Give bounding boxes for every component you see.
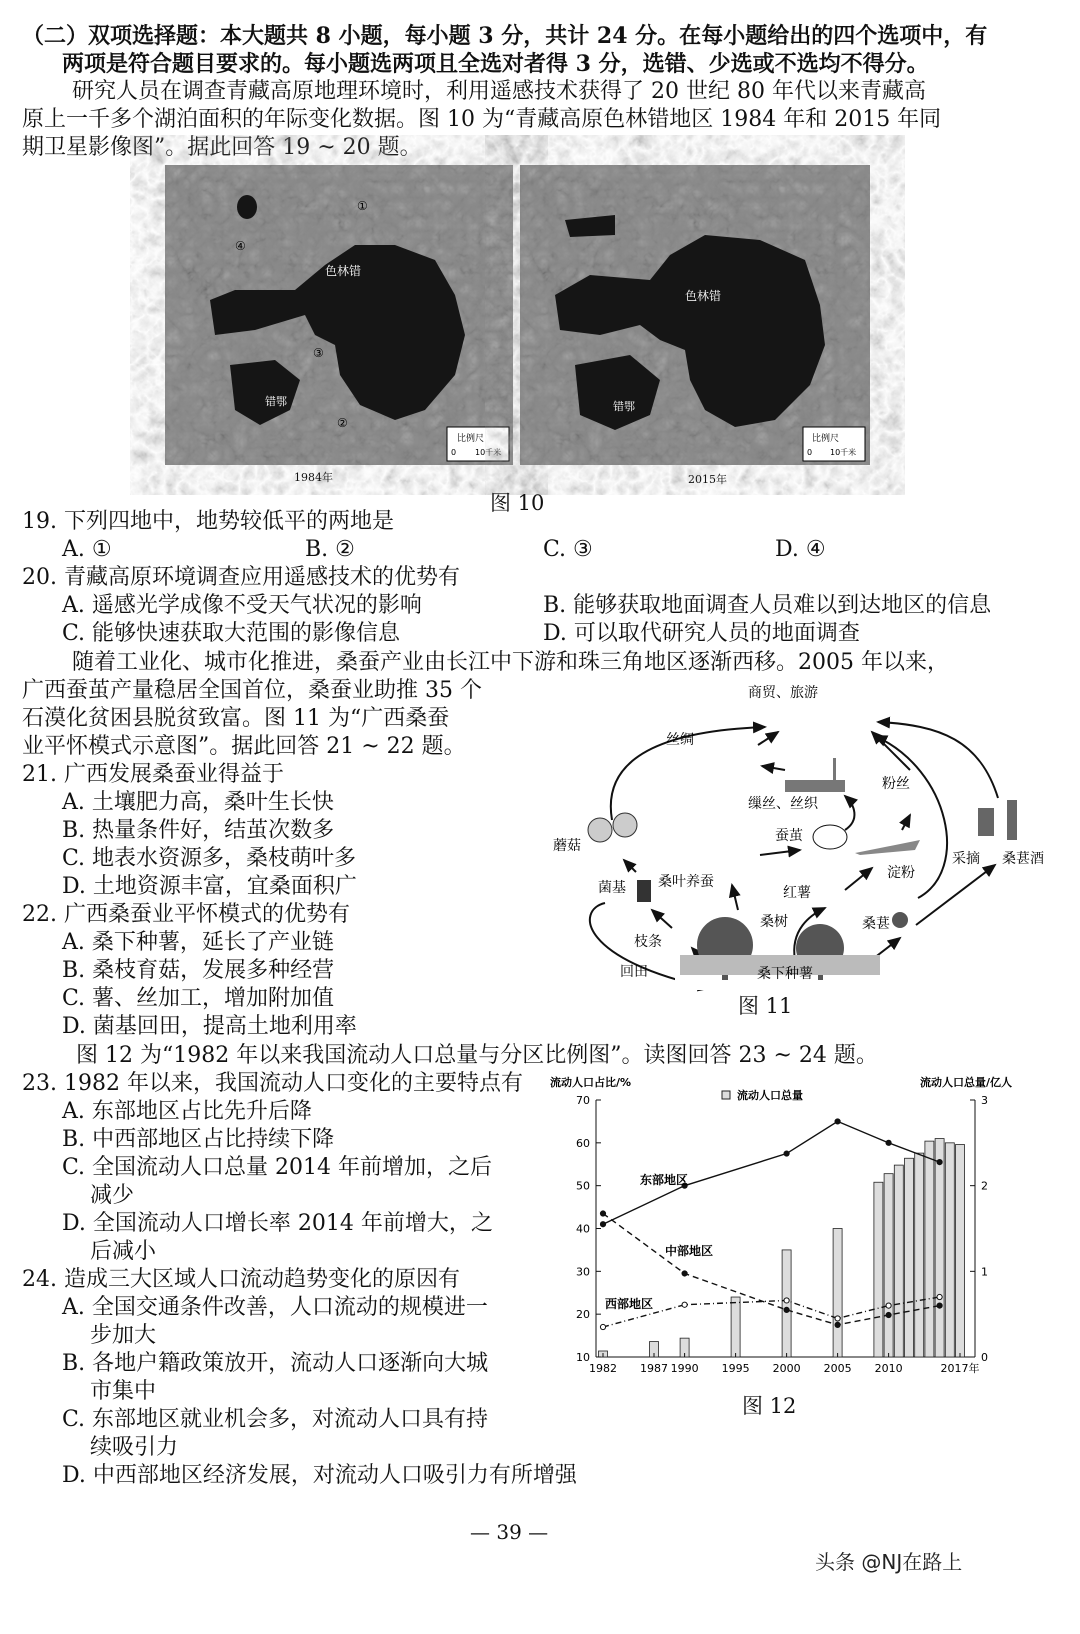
y-axis-label-right: 流动人口总量/亿人 [919, 1076, 1012, 1089]
satellite-image-2015 [520, 165, 870, 465]
bar [935, 1139, 944, 1357]
page-number: — 39 — [470, 1520, 549, 1544]
year-label-1984: 1984年 [294, 471, 333, 484]
option: D. 全国流动人口增长率 2014 年前增大，之 [62, 1211, 493, 1236]
label-return: 回田 [620, 964, 648, 980]
svg-text:0: 0 [807, 448, 813, 457]
y-tick-label-left: 60 [576, 1136, 590, 1150]
x-tick-label: 1982 [589, 1362, 617, 1375]
starch-icon [855, 840, 920, 855]
series-label: 东部地区 [640, 1173, 689, 1187]
y-tick-label-left: 10 [576, 1351, 590, 1364]
legend-label: 流动人口总量 [737, 1089, 803, 1102]
x-tick-label: 2005 [823, 1362, 852, 1375]
option-cont: 减少 [90, 1183, 135, 1208]
svg-text:10千米: 10千米 [830, 448, 857, 457]
y-tick-label-right: 0 [981, 1351, 988, 1364]
question-stem: 24. 造成三大区域人口流动趋势变化的原因有 [22, 1267, 460, 1292]
option: C. ③ [543, 537, 593, 562]
svg-text:色林错: 色林错 [685, 289, 722, 303]
option: B. 能够获取地面调查人员难以到达地区的信息 [543, 593, 992, 618]
option: A. 遥感光学成像不受天气状况的影响 [62, 593, 422, 618]
option: B. 桑枝育菇，发展多种经营 [62, 958, 335, 983]
svg-text:比例尺: 比例尺 [812, 434, 840, 444]
y-tick-label-right: 3 [981, 1094, 988, 1107]
data-point [784, 1307, 789, 1312]
satellite-image-1984 [165, 165, 513, 465]
intro-text: 广西蚕茧产量稳居全国首位，桑蚕业助推 35 个 [22, 678, 482, 703]
svg-text:0: 0 [451, 448, 457, 457]
question-stem: 21. 广西发展桑蚕业得益于 [22, 762, 284, 787]
data-point [784, 1298, 789, 1303]
data-point [600, 1324, 605, 1329]
y-tick-label-left: 30 [576, 1265, 590, 1279]
satellite-figure [165, 165, 870, 485]
legend-swatch [722, 1091, 730, 1099]
option-cont: 后减小 [90, 1239, 157, 1264]
data-point [600, 1211, 605, 1216]
bar [905, 1158, 914, 1357]
option: A. ① [62, 537, 112, 562]
data-point [937, 1294, 942, 1299]
x-tick-label: 1987 [640, 1362, 668, 1375]
question-stem: 23. 1982 年以来，我国流动人口变化的主要特点有 [22, 1071, 523, 1096]
question-stem: 20. 青藏高原环境调查应用遥感技术的优势有 [22, 565, 460, 590]
label-cocoon: 蚕茧 [775, 828, 803, 844]
label-starch: 淀粉 [887, 865, 915, 881]
sericulture-diagram [500, 670, 1044, 990]
data-point [835, 1322, 840, 1327]
substrate-icon [637, 880, 651, 902]
x-tick-label: 1990 [670, 1362, 699, 1375]
option: A. 桑下种薯，延长了产业链 [62, 930, 334, 955]
year-label-2015: 2015年 [688, 473, 727, 486]
label-mulberry: 桑葚 [862, 916, 890, 932]
x-tick-label: 2000 [772, 1362, 801, 1375]
can-icon [978, 808, 994, 836]
mulberry-fruit-icon [892, 912, 908, 928]
option: D. 中西部地区经济发展，对流动人口吸引力有所增强 [62, 1463, 577, 1488]
intro-text: 随着工业化、城市化推进，桑蚕产业由长江中下游和珠三角地区逐渐西移。2005 年以来， [72, 650, 949, 675]
option: B. 热量条件好，结茧次数多 [62, 818, 335, 843]
option: C. 东部地区就业机会多，对流动人口具有持 [62, 1407, 489, 1432]
label-wine: 桑葚酒 [1002, 851, 1044, 867]
y-tick-label-right: 2 [981, 1179, 988, 1193]
option: A. 土壤肥力高，桑叶生长快 [62, 790, 334, 815]
data-point [937, 1160, 942, 1165]
figure-caption: 图 11 [738, 994, 793, 1018]
option: D. 土地资源丰富，宜桑面积广 [62, 874, 357, 899]
label-trade: 商贸、旅游 [748, 685, 818, 701]
data-point [784, 1151, 789, 1156]
svg-text:①: ① [357, 199, 368, 213]
option: C. 地表水资源多，桑枝萌叶多 [62, 846, 357, 871]
intro-text: 原上一千多个湖泊面积的年际变化数据。图 10 为“青藏高原色林错地区 1984 年和 2015 年同 [22, 107, 942, 132]
section-heading: （二）双项选择题：本大题共 8 小题，每小题 3 分，共计 24 分。在每小题给出的四个选项中，有 [22, 23, 988, 49]
bar [945, 1143, 954, 1357]
mushroom-icon [588, 818, 612, 842]
label-tree: 桑树 [760, 914, 788, 930]
label-intercrop: 桑下种薯 [757, 966, 813, 982]
option-cont: 市集中 [90, 1379, 157, 1404]
label-branch: 枝条 [634, 934, 662, 950]
bar [915, 1153, 924, 1357]
data-point [835, 1316, 840, 1321]
bottle-icon [1007, 800, 1017, 840]
label-reeling: 缫丝、丝织 [748, 796, 818, 812]
option-cont: 步加大 [90, 1323, 157, 1348]
label-feeding: 桑叶养蚕 [658, 874, 714, 890]
data-point [886, 1312, 891, 1317]
x-tick-label: 2017年 [940, 1362, 980, 1375]
intro-text: 图 12 为“1982 年以来我国流动人口总量与分区比例图”。读图回答 23 ~ 24 题。 [76, 1043, 878, 1068]
option: D. 菌基回田，提高土地利用率 [62, 1014, 357, 1039]
y-axis-label-left: 流动人口占比/% [550, 1076, 632, 1089]
label-mushroom: 蘑菇 [553, 838, 581, 854]
data-point [682, 1271, 687, 1276]
bar [731, 1297, 740, 1357]
data-point [682, 1302, 687, 1307]
option: D. 可以取代研究人员的地面调查 [543, 621, 860, 646]
option: C. 全国流动人口总量 2014 年前增加，之后 [62, 1155, 493, 1180]
source-watermark: 头条 @NJ在路上 [815, 1550, 963, 1574]
option: B. ② [305, 537, 355, 562]
figure-caption: 图 10 [490, 491, 545, 515]
option-cont: 续吸引力 [90, 1435, 179, 1460]
label-noodle: 粉丝 [882, 776, 910, 792]
y-tick-label-right: 1 [981, 1265, 988, 1279]
y-tick-label-left: 50 [576, 1179, 590, 1193]
option: A. 全国交通条件改善，人口流动的规模进一 [62, 1295, 488, 1320]
cocoon-icon [813, 825, 847, 849]
svg-text:比例尺: 比例尺 [457, 434, 485, 444]
series-label: 中部地区 [665, 1244, 714, 1258]
svg-text:错鄂: 错鄂 [265, 395, 287, 408]
svg-text:色林错: 色林错 [325, 264, 362, 278]
svg-text:错鄂: 错鄂 [613, 400, 635, 413]
bar [956, 1145, 965, 1357]
intro-text: 石漠化贫困县脱贫致富。图 11 为“广西桑蚕 [22, 706, 450, 731]
bar [894, 1165, 903, 1357]
label-picking: 采摘 [952, 851, 980, 867]
label-substrate: 菌基 [598, 880, 626, 896]
option: D. ④ [775, 537, 826, 562]
option: C. 薯、丝加工，增加附加值 [62, 986, 335, 1011]
bar [874, 1182, 883, 1357]
option: C. 能够快速获取大范围的影像信息 [62, 621, 401, 646]
bar [925, 1141, 934, 1357]
svg-text:10千米: 10千米 [475, 448, 502, 457]
svg-text:③: ③ [313, 346, 324, 360]
factory-icon [785, 780, 845, 792]
intro-text: 期卫星影像图”。据此回答 19 ~ 20 题。 [22, 135, 422, 160]
data-point [886, 1303, 891, 1308]
data-point [600, 1222, 605, 1227]
option: B. 各地户籍政策放开，流动人口逐渐向大城 [62, 1351, 489, 1376]
y-tick-label-left: 70 [576, 1094, 590, 1107]
intro-text: 研究人员在调查青藏高原地理环境时，利用遥感技术获得了 20 世纪 80 年代以来青藏高 [72, 79, 926, 104]
x-tick-label: 1995 [721, 1362, 750, 1375]
data-point [835, 1119, 840, 1124]
label-silk: 丝绸 [666, 732, 694, 748]
bar [884, 1174, 893, 1357]
option: A. 东部地区占比先升后降 [62, 1099, 312, 1124]
label-sweetpotato: 红薯 [783, 885, 811, 901]
question-stem: 22. 广西桑蚕业平怀模式的优势有 [22, 902, 350, 927]
question-stem: 19. 下列四地中，地势较低平的两地是 [22, 509, 394, 534]
y-tick-label-left: 20 [576, 1308, 590, 1322]
section-heading-2: 两项是符合题目要求的。每小题选两项且全选对者得 3 分，选错、少选或不选均不得分。 [62, 51, 929, 77]
data-point [937, 1303, 942, 1308]
svg-text:②: ② [337, 416, 348, 430]
option: B. 中西部地区占比持续下降 [62, 1127, 335, 1152]
bar [833, 1229, 842, 1358]
svg-text:④: ④ [235, 239, 246, 253]
data-point [886, 1140, 891, 1145]
intro-text: 业平怀模式示意图”。据此回答 21 ~ 22 题。 [22, 734, 466, 759]
x-tick-label: 2010 [874, 1362, 903, 1375]
population-chart [540, 1070, 1020, 1380]
y-tick-label-left: 40 [576, 1222, 590, 1236]
figure-caption: 图 12 [742, 1394, 797, 1418]
series-label: 西部地区 [605, 1297, 654, 1311]
